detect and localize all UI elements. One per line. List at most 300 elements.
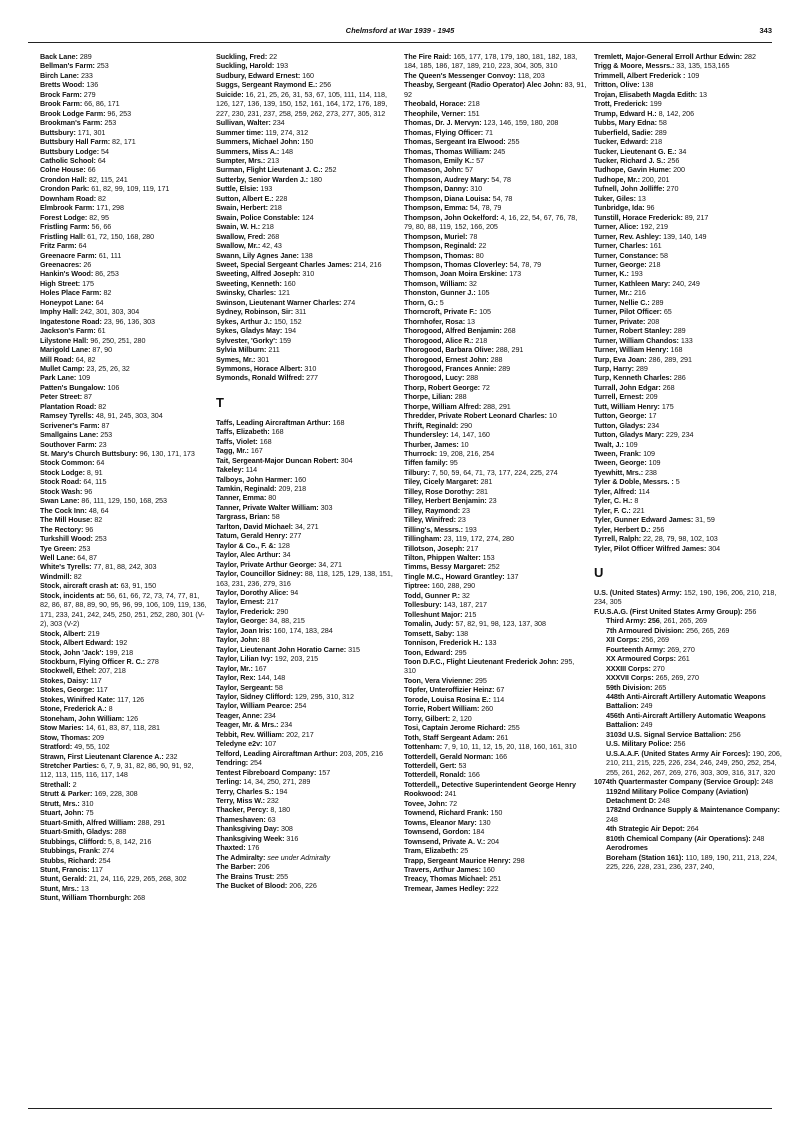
entry-term: Sutton, Albert E.: xyxy=(216,193,274,203)
entry-pages: 255 xyxy=(507,137,520,147)
entry-pages: 218 xyxy=(475,335,488,345)
entry-term: The Barber: xyxy=(216,862,256,872)
entry-pages: 107 xyxy=(264,739,277,749)
entry-pages: 117 xyxy=(90,675,102,685)
entry-pages: 23, 96, 136, 303 xyxy=(103,316,155,326)
entry-term: Turner, William Chandos: xyxy=(594,335,679,345)
index-entry xyxy=(40,147,208,156)
entry-pages: 25 xyxy=(460,846,469,856)
entry-pages: 295, 310 xyxy=(404,657,575,676)
entry-term: Tollesbury: xyxy=(404,600,442,610)
entry-pages: 150, 152 xyxy=(273,316,302,326)
entry-term: Thaxted: xyxy=(216,843,246,853)
index-entry xyxy=(216,71,398,80)
entry-term: Stokes, Daisy: xyxy=(40,675,89,685)
index-entry xyxy=(40,666,208,675)
entry-pages: 117, 126 xyxy=(117,694,145,704)
entry-term: Töpfer, Unteroffizier Heinz: xyxy=(404,685,495,695)
entry-term: Stock Road: xyxy=(40,477,82,487)
index-entry xyxy=(404,572,588,581)
entry-term: 1074th Quartermaster Company (Service Group): xyxy=(594,777,760,787)
index-entry xyxy=(216,626,398,635)
entry-pages: 58 xyxy=(658,118,667,128)
entry-term: Tucker, Lieutenant G. E.: xyxy=(594,146,677,156)
entry-pages: 310 xyxy=(470,184,483,194)
index-entry xyxy=(594,487,784,496)
index-entry xyxy=(594,175,784,184)
entry-pages: 213 xyxy=(267,155,280,165)
entry-term: Turp, Eva Joan: xyxy=(594,354,647,364)
entry-pages: 160, 288, 290 xyxy=(431,581,476,591)
entry-pages: 58 xyxy=(271,512,280,522)
index-entry xyxy=(404,440,588,449)
index-entry xyxy=(40,71,208,80)
index-entry xyxy=(216,80,398,89)
index-entry xyxy=(216,418,398,427)
entry-pages: 269, 270 xyxy=(667,644,695,654)
entry-pages: 54, 78 xyxy=(492,193,513,203)
entry-term: Tomsett, Saby: xyxy=(404,628,455,638)
index-entry xyxy=(404,71,588,80)
entry-term: Thanksgiving Day: xyxy=(216,824,280,834)
entry-pages: 265, 269, 270 xyxy=(655,673,699,683)
entry-term: Thorogood, Ernest John: xyxy=(404,354,489,364)
entry-term: Thorpe, Lilian: xyxy=(404,392,453,402)
entry-term: Imphy Hall: xyxy=(40,307,79,317)
index-entry xyxy=(404,458,588,467)
entry-term: Taylor, Mr.: xyxy=(216,663,253,673)
index-entry xyxy=(404,288,588,297)
entry-pages: 80 xyxy=(475,250,484,260)
entry-term: Sweeting, Kenneth: xyxy=(216,278,282,288)
entry-pages: 168 xyxy=(271,427,284,437)
entry-term: Thonston, Gunner J.: xyxy=(404,288,476,298)
entry-term: Townsend, Gordon: xyxy=(404,827,471,837)
index-entry xyxy=(40,544,208,553)
index-entry xyxy=(40,61,208,70)
entry-pages: 88 xyxy=(261,635,270,645)
entry-term: Taylor, Sidney Clifford: xyxy=(216,692,293,701)
index-entry xyxy=(404,449,588,458)
entry-pages: 5 xyxy=(675,477,680,487)
index-entry xyxy=(594,184,784,193)
entry-term: Mill Road: xyxy=(40,354,74,364)
entry-term: Thomas, Flying Officer: xyxy=(404,127,484,137)
index-entry xyxy=(40,411,208,420)
index-entry xyxy=(40,789,208,798)
index-entry xyxy=(40,780,208,789)
entry-pages: 124 xyxy=(301,212,314,222)
entry-term: Patten's Bungalow: xyxy=(40,382,106,392)
entry-pages: 57 xyxy=(465,165,474,175)
entry-term: Teledyne e2v: xyxy=(216,739,263,749)
entry-pages: 167 xyxy=(254,663,267,673)
entry-pages: 63, 91, 150 xyxy=(120,581,157,591)
entry-term: Tentest Fibreboard Company: xyxy=(216,767,317,777)
index-entry xyxy=(40,165,208,174)
index-entry xyxy=(594,711,784,730)
entry-term: Sullivan, Walter: xyxy=(216,118,271,128)
entry-term: Thorogood, Lucy: xyxy=(404,373,465,383)
index-entry xyxy=(40,156,208,165)
entry-term: Thornhofer, Rosa: xyxy=(404,316,466,326)
index-entry xyxy=(594,317,784,326)
entry-term: 456th Anti-Aircraft Artillery Automatic Weapons Battalion: xyxy=(606,710,766,730)
entry-pages: 17 xyxy=(648,411,657,421)
index-entry xyxy=(594,90,784,99)
index-entry xyxy=(594,307,784,316)
entry-term: Taylor, Councillor Sidney: xyxy=(216,569,303,579)
entry-term: High Street: xyxy=(40,278,81,288)
entry-term: Thomson, William: xyxy=(404,278,467,288)
entry-term: Bellman's Farm: xyxy=(40,61,95,71)
entry-term: Tilley, Raymond: xyxy=(404,505,461,515)
index-entry xyxy=(40,761,208,780)
entry-pages: 96, 250, 251, 280 xyxy=(90,335,146,345)
entry-pages: 289 xyxy=(673,326,686,336)
entry-term: Tyler & Doble, Messrs. : xyxy=(594,477,674,487)
index-entry xyxy=(216,156,398,165)
index-entry xyxy=(404,165,588,174)
entry-term: Stock, incidents at: xyxy=(40,590,105,600)
entry-term: Stockwell, Ethel: xyxy=(40,666,97,676)
index-entry xyxy=(40,487,208,496)
entry-pages: 256 xyxy=(667,155,680,165)
entry-term: Turner, K.: xyxy=(594,269,629,279)
index-entry xyxy=(594,506,784,515)
entry-pages: 234 xyxy=(280,720,293,730)
entry-pages: 204 xyxy=(487,836,500,846)
index-entry xyxy=(594,213,784,222)
index-entry xyxy=(404,52,588,71)
entry-pages: 87 xyxy=(101,420,110,430)
entry-pages: 8 xyxy=(634,496,639,506)
entry-term: Taffs, Elizabeth: xyxy=(216,427,270,437)
entry-pages: 214, 216 xyxy=(353,259,382,269)
entry-term: Teager, Anne: xyxy=(216,710,263,720)
entry-term: The Fire Raid: xyxy=(404,52,452,61)
entry-pages: 72 xyxy=(449,798,458,808)
entry-term: Tyler, C. H.: xyxy=(594,496,633,506)
index-entry xyxy=(40,288,208,297)
index-entry xyxy=(594,128,784,137)
entry-term: Tarlton, David Michael: xyxy=(216,521,293,531)
index-entry xyxy=(40,421,208,430)
entry-term: Tutton, George: xyxy=(594,411,647,421)
index-entry xyxy=(40,525,208,534)
index-entry xyxy=(40,515,208,524)
index-entry xyxy=(40,591,208,629)
entry-term: Brook Farm: xyxy=(40,99,83,109)
entry-term: Thorpe, William Alfred: xyxy=(404,401,482,411)
entry-term: Buttsbury: xyxy=(40,127,76,137)
entry-term: Twalt, J.: xyxy=(594,439,624,449)
index-entry xyxy=(404,629,588,638)
index-entry xyxy=(404,317,588,326)
entry-term: Tufnell, John Jolliffe: xyxy=(594,184,665,194)
index-entry xyxy=(404,600,588,609)
index-entry xyxy=(40,818,208,827)
index-entry xyxy=(594,80,784,89)
entry-pages: 295 xyxy=(474,675,487,685)
entry-pages: 129, 295, 310, 312 xyxy=(294,692,354,701)
index-entry xyxy=(216,184,398,193)
entry-pages: 86, 111, 129, 150, 168, 253 xyxy=(81,496,167,506)
entry-term: The Brains Trust: xyxy=(216,871,275,881)
entry-term: Stock Common: xyxy=(40,458,95,468)
index-entry xyxy=(404,430,588,439)
entry-term: Swallow, Fred: xyxy=(216,231,266,241)
entry-pages: 56, 66 xyxy=(91,222,112,232)
entry-term: Ingatestone Road: xyxy=(40,316,102,326)
index-entry xyxy=(404,770,588,779)
entry-term: Tolleshunt Major: xyxy=(404,609,463,619)
entry-term: U.S. (United States) Army: xyxy=(594,588,682,598)
entry-term: Timms, Bessy Margaret: xyxy=(404,562,486,572)
index-entry xyxy=(216,768,398,777)
entry-pages: 290 xyxy=(276,606,289,616)
entry-pages: 138 xyxy=(641,80,654,90)
entry-term: Symes, Mr.: xyxy=(216,354,256,364)
entry-term: Tingle M.C., Howard Grantley: xyxy=(404,571,505,581)
entry-term: Elmbrook Farm: xyxy=(40,203,95,213)
entry-pages: 23 xyxy=(457,515,466,525)
entry-term: Stubbings, Clifford: xyxy=(40,836,107,846)
entry-pages: 168 xyxy=(670,345,683,355)
entry-pages: 153 xyxy=(482,553,495,563)
index-entry xyxy=(216,683,398,692)
entry-pages: 82 xyxy=(103,288,112,298)
entry-pages: 160 xyxy=(283,278,296,288)
section-letter: T xyxy=(216,394,224,410)
entry-term: XXXVII Corps: xyxy=(606,673,654,683)
entry-pages: 7, 50, 59, 64, 71, 73, 177, 224, 225, 274 xyxy=(431,467,558,477)
entry-term: U.S. Military Police: xyxy=(606,739,672,749)
index-entry xyxy=(594,392,784,401)
entry-term: 59th Division: xyxy=(606,682,653,692)
entry-pages: 8, 142, 206 xyxy=(658,108,695,118)
index-entry xyxy=(216,654,398,663)
entry-term: Torry, Gilbert: xyxy=(404,713,451,723)
entry-pages: 78 xyxy=(469,231,478,241)
entry-pages: 61, 111 xyxy=(98,250,122,260)
index-entry xyxy=(216,720,398,729)
entry-term: Treacy, Thomas Michael: xyxy=(404,874,488,884)
index-entry xyxy=(40,468,208,477)
entry-pages: 114 xyxy=(245,465,258,475)
index-entry xyxy=(594,137,784,146)
entry-pages: 23, 119, 172, 274, 280 xyxy=(443,534,514,544)
entry-term: Taylor, Lilian Ivy: xyxy=(216,654,273,664)
entry-pages: 23 xyxy=(488,496,497,506)
index-entry xyxy=(404,402,588,411)
entry-term: Tomalin, Judy: xyxy=(404,619,454,629)
entry-pages: 202, 217 xyxy=(286,729,314,739)
entry-pages: 234 xyxy=(647,420,660,430)
entry-term: Tyrrell, Ralph: xyxy=(594,534,642,544)
entry-pages: 82 xyxy=(98,401,107,411)
index-entry xyxy=(404,723,588,732)
index-entry xyxy=(594,194,784,203)
entry-term: Tillotson, Joseph: xyxy=(404,543,465,553)
entry-term: Stock, Albert: xyxy=(40,628,86,638)
entry-term: Symmons, Horace Albert: xyxy=(216,363,303,373)
index-entry xyxy=(40,704,208,713)
entry-term: Third Army: xyxy=(606,616,646,626)
entry-pages: 19, 208, 216, 254 xyxy=(439,449,495,459)
index-entry xyxy=(216,326,398,335)
section-letter: U xyxy=(594,565,604,581)
entry-term: Thompson, Emma: xyxy=(404,203,468,213)
index-entry xyxy=(40,553,208,562)
entry-term: Thurrock: xyxy=(404,449,438,459)
entry-pages: 176 xyxy=(247,843,260,853)
index-entry xyxy=(404,506,588,515)
entry-term: Thameshaven: xyxy=(216,814,266,824)
entry-term: 810th Chemical Company (Air Operations): xyxy=(606,833,751,843)
entry-term: Tuberfield, Sadie: xyxy=(594,127,653,137)
entry-term: Taylor, Joan Iris: xyxy=(216,625,272,635)
index-entry xyxy=(40,279,208,288)
index-entry xyxy=(594,383,784,392)
entry-pages: 133 xyxy=(484,638,497,648)
index-entry xyxy=(216,194,398,203)
entry-term: Thomason, John: xyxy=(404,165,464,175)
index-entry xyxy=(594,440,784,449)
entry-term: Thanksgiving Week: xyxy=(216,833,285,843)
entry-pages: 83, 91, 92 xyxy=(404,80,587,99)
index-entry xyxy=(216,541,398,550)
entry-pages: 166 xyxy=(495,751,508,761)
index-entry xyxy=(40,733,208,742)
entry-pages: 194 xyxy=(275,786,288,796)
entry-term: Turner, Private: xyxy=(594,316,646,326)
entry-term: Sweeting, Alfred Joseph: xyxy=(216,269,301,279)
entry-pages: 161 xyxy=(649,241,662,251)
index-entry xyxy=(404,213,588,232)
entry-term: Stoneham, John William: xyxy=(40,713,125,723)
entry-term: Tiley, Cicely Margaret: xyxy=(404,477,479,487)
entry-pages: 128 xyxy=(277,540,290,550)
entry-term: Torrie, Robert William: xyxy=(404,704,480,714)
index-entry xyxy=(404,156,588,165)
entry-pages: 260 xyxy=(481,704,494,714)
entry-pages: 87, 90 xyxy=(92,345,113,355)
entry-term: Stunt, William Thornburgh: xyxy=(40,893,132,903)
index-entry xyxy=(40,80,208,89)
entry-pages: 288, 291 xyxy=(137,817,166,827)
index-entry xyxy=(40,685,208,694)
entry-term: Taylor, Private Arthur George: xyxy=(216,559,317,569)
index-entry xyxy=(40,99,208,108)
entry-pages: 14, 61, 83, 87, 118, 281 xyxy=(85,723,160,733)
entry-pages: 270 xyxy=(666,184,679,194)
index-entry xyxy=(40,317,208,326)
entry-term: Townsend, Private A. V.: xyxy=(404,836,486,846)
index-entry xyxy=(594,664,784,673)
index-entry xyxy=(216,203,398,212)
entry-pages: 209, 218 xyxy=(278,484,307,494)
index-entry xyxy=(404,808,588,817)
entry-pages: 218 xyxy=(648,259,661,269)
entry-pages: 261 xyxy=(677,654,690,664)
index-entry xyxy=(404,496,588,505)
index-entry xyxy=(216,373,398,382)
entry-term: Thomas, Thomas William: xyxy=(404,146,492,156)
index-entry xyxy=(40,477,208,486)
entry-pages: 82, 171 xyxy=(112,137,136,147)
entry-term: Swann, Lily Agnes Jane: xyxy=(216,250,299,260)
entry-pages: 48, 64 xyxy=(88,505,109,515)
entry-pages: 13 xyxy=(80,883,89,893)
entry-pages: 117 xyxy=(91,864,103,874)
entry-term: Toth, Staff Sergeant Adam: xyxy=(404,732,495,742)
index-entry xyxy=(40,856,208,865)
entry-term: Thompson, Muriel: xyxy=(404,231,468,241)
index-entry xyxy=(594,777,784,786)
entry-term: Suckling, Fred: xyxy=(216,52,268,61)
entry-term: Stock Wash: xyxy=(40,486,83,496)
entry-term: Turner, Rev. Ashley: xyxy=(594,231,662,241)
index-entry xyxy=(216,569,398,588)
entry-pages: 22, 28, 79, 98, 102, 103 xyxy=(643,534,718,544)
entry-term: Toon, Vera Vivienne: xyxy=(404,675,474,685)
index-entry xyxy=(594,345,784,354)
entry-pages: 82 xyxy=(73,571,82,581)
entry-pages: 180 xyxy=(310,174,322,184)
index-entry xyxy=(216,843,398,852)
entry-pages: 66, 86, 171 xyxy=(84,99,120,109)
entry-term: Thorp, Robert George: xyxy=(404,382,481,392)
index-entry xyxy=(216,512,398,521)
index-entry xyxy=(404,591,588,600)
entry-pages: 282 xyxy=(744,52,756,61)
entry-term: Brook Lodge Farm: xyxy=(40,108,106,118)
entry-term: Thomas, Dr. J. Mervyn: xyxy=(404,118,482,128)
entry-pages: 72 xyxy=(481,382,490,392)
entry-term: Taylor, Lieutenant John Horatio Carne: xyxy=(216,644,347,654)
index-entry xyxy=(404,534,588,543)
index-entry xyxy=(40,373,208,382)
entry-term: Greenacres: xyxy=(40,259,82,269)
entry-term: Tilling's, Messrs.: xyxy=(404,524,463,534)
entry-term: Tutt, William Henry: xyxy=(594,401,660,411)
entry-pages: 248 xyxy=(752,833,765,843)
entry-term: Tebbit, Rev. William: xyxy=(216,729,285,739)
index-entry xyxy=(40,241,208,250)
entry-term: The Mill House: xyxy=(40,515,93,525)
index-entry xyxy=(594,805,784,824)
entry-term: Turp, Harry: xyxy=(594,363,635,373)
entry-pages: 289 xyxy=(654,127,667,137)
entry-pages: 150 xyxy=(301,137,314,147)
entry-term: Turkshill Wood: xyxy=(40,534,93,544)
index-entry xyxy=(594,411,784,420)
index-entry xyxy=(404,80,588,99)
entry-term: Taylor, William Pearce: xyxy=(216,701,293,711)
entry-pages: 209 xyxy=(92,732,104,742)
entry-term: Ramsey Tyrells: xyxy=(40,411,94,421)
entry-term: Strawn, First Lieutenant Clarence A.: xyxy=(40,751,164,761)
index-entry xyxy=(216,175,398,184)
entry-pages: 255 xyxy=(276,871,289,881)
entry-term: Theophile, Verner: xyxy=(404,108,466,118)
index-entry xyxy=(404,355,588,364)
index-entry xyxy=(594,355,784,364)
entry-pages: 10 xyxy=(460,439,469,449)
entry-term: Terry, Charles S.: xyxy=(216,786,274,796)
entry-term: Stokes, George: xyxy=(40,685,95,695)
